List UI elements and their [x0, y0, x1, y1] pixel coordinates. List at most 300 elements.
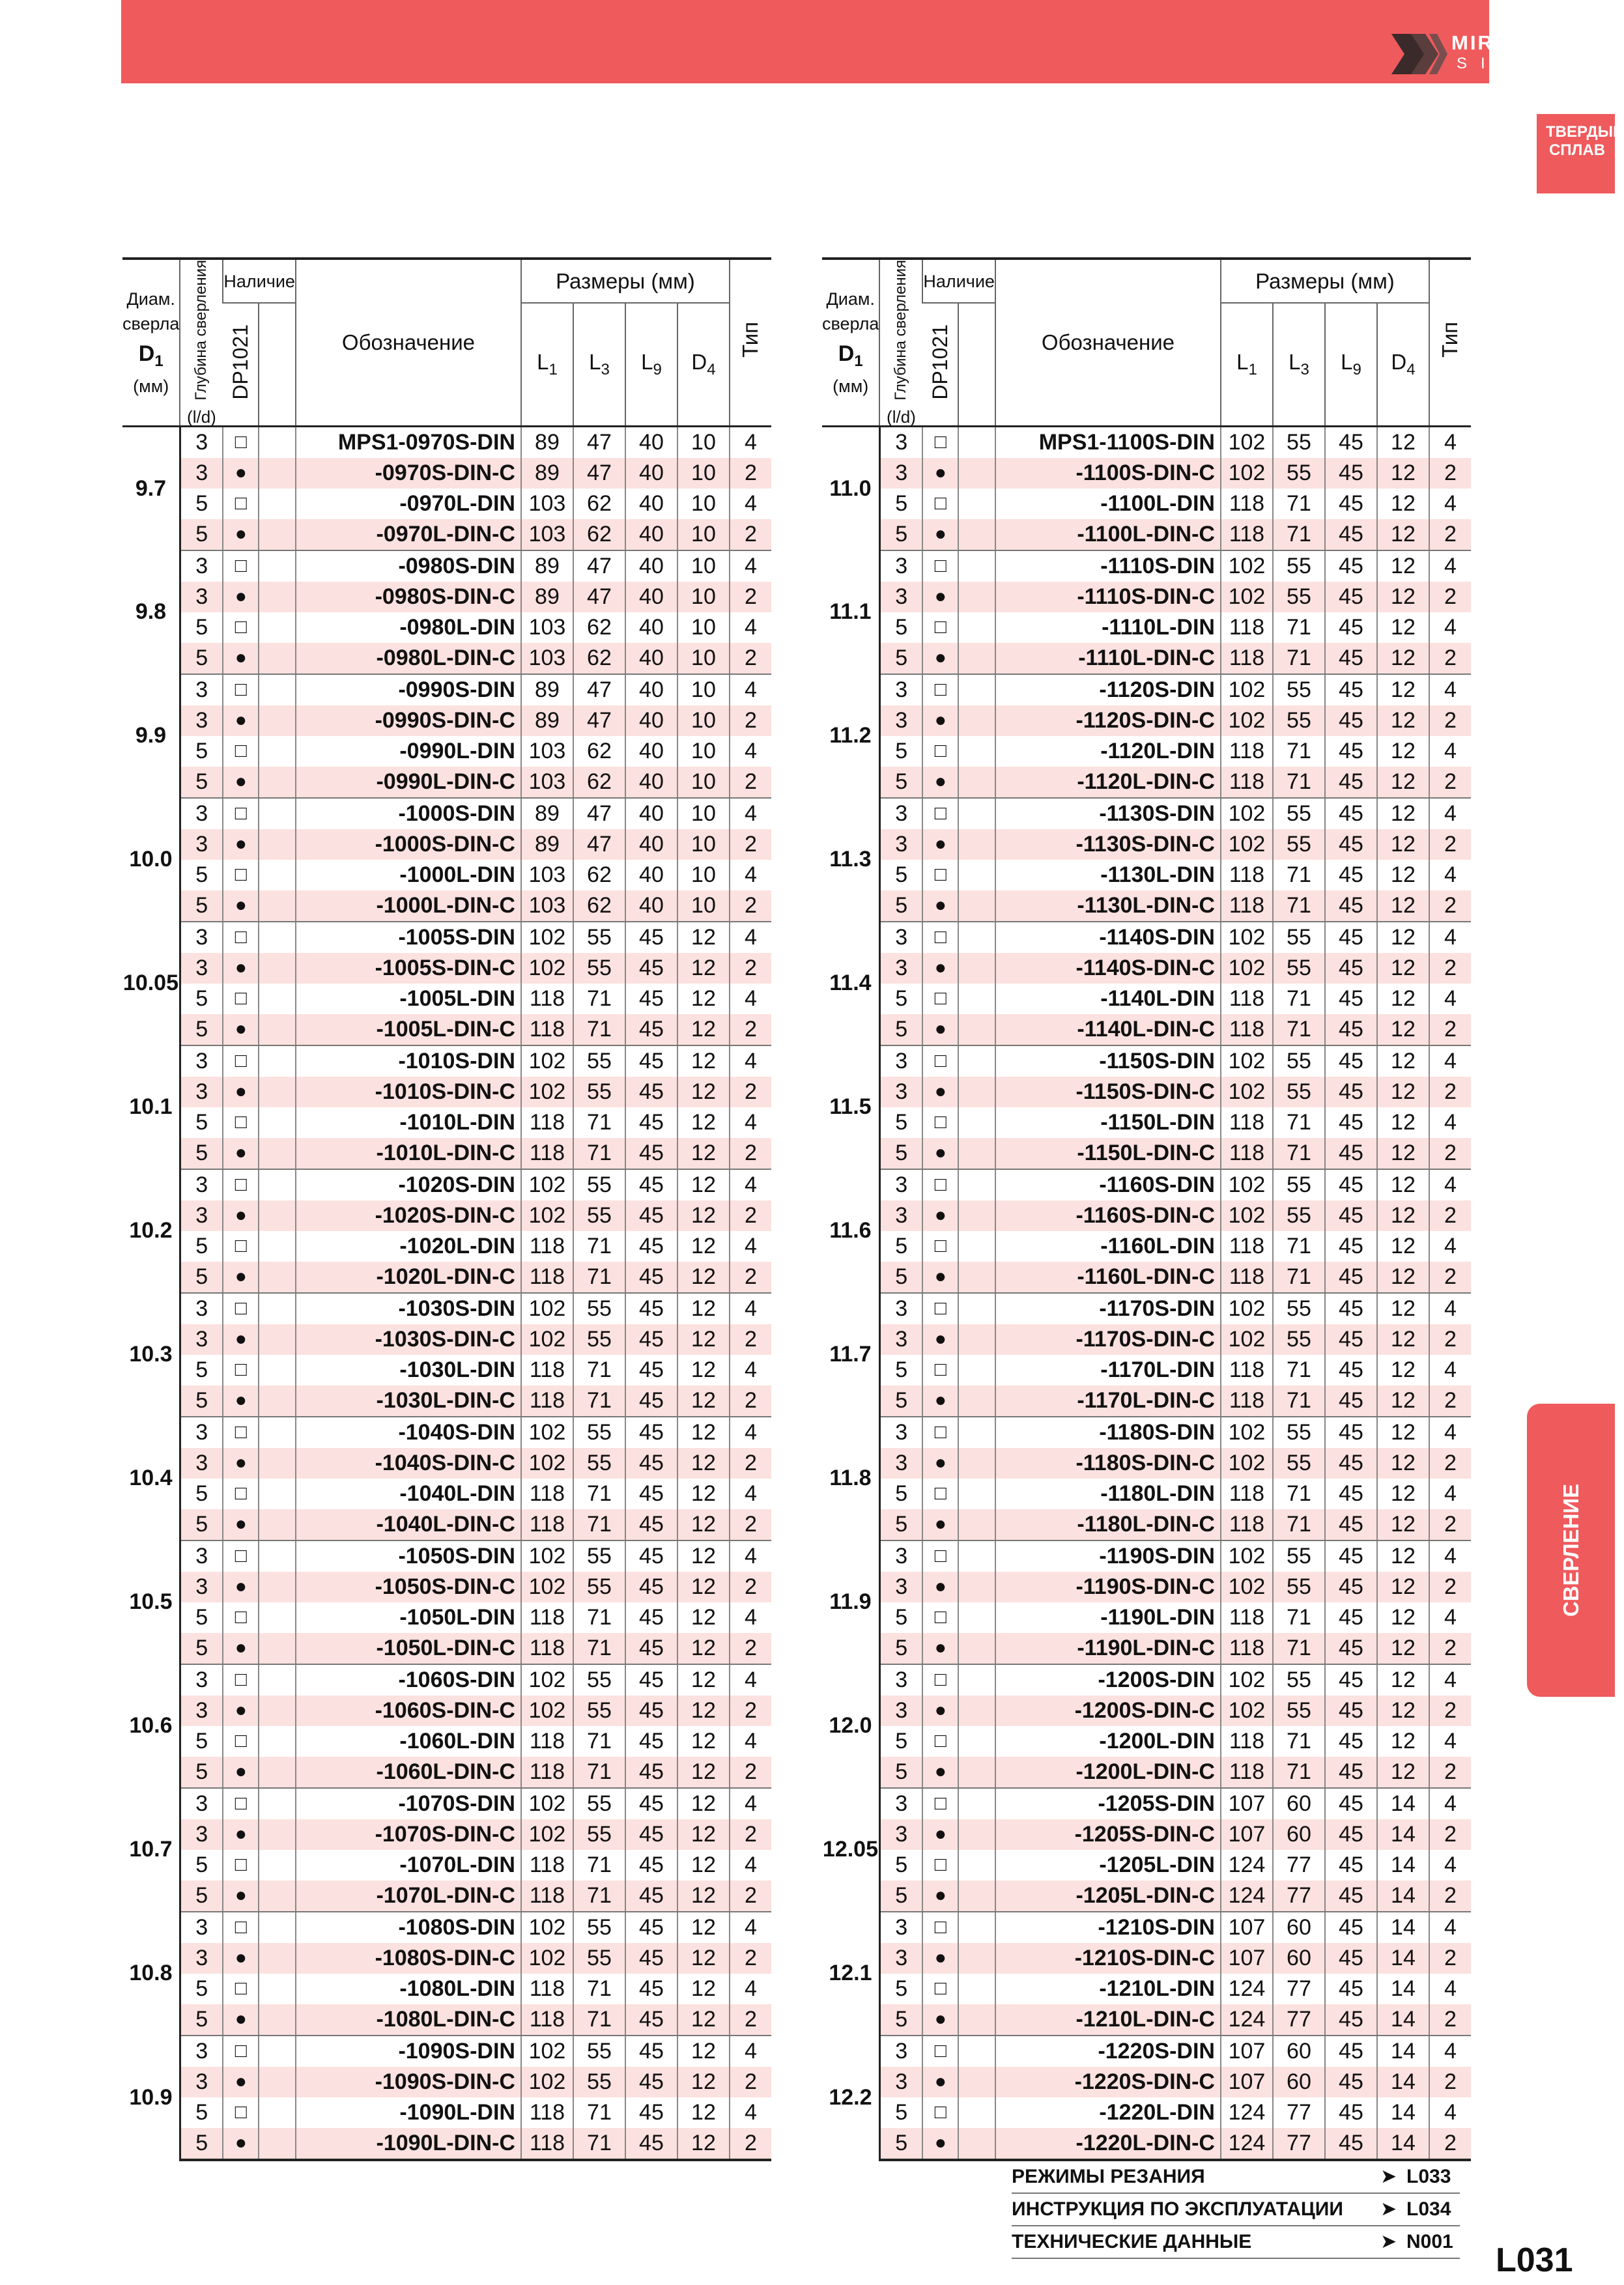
depth-cell: 3	[895, 1048, 908, 1073]
l1-cell: 103	[521, 736, 573, 767]
in-stock-icon: ●	[922, 1696, 958, 1726]
designation-cell: -1205S-DIN-C	[995, 1819, 1221, 1850]
l9-cell: 45	[1325, 1572, 1377, 1602]
header-l9-sub: 9	[653, 361, 662, 379]
d4-cell: 12	[1377, 705, 1429, 736]
depth-cell: 5	[879, 519, 922, 550]
l3-cell: 62	[573, 643, 625, 674]
l1-cell: 118	[1221, 890, 1273, 922]
d4-cell: 14	[1377, 1974, 1429, 2004]
d4-cell: 14	[1377, 1912, 1429, 1943]
designation-cell: -1100S-DIN-C	[995, 458, 1221, 489]
designation-cell: -1030L-DIN	[296, 1355, 521, 1385]
l9-cell: 40	[625, 674, 677, 705]
table-row	[822, 458, 1471, 489]
depth-cell: 5	[895, 614, 908, 640]
l9-cell: 45	[1325, 953, 1377, 984]
type-cell: 2	[730, 1014, 771, 1045]
depth-cell: 3	[180, 2067, 223, 2097]
l1-cell: 103	[521, 489, 573, 519]
depth-cell: 3	[879, 705, 922, 736]
depth-cell: 3	[195, 2038, 208, 2064]
l9-cell: 45	[1325, 1943, 1377, 1974]
type-cell: 4	[1429, 612, 1471, 643]
depth-cell: 5	[895, 1233, 908, 1258]
designation-cell: -1120L-DIN	[995, 736, 1221, 767]
brand-line2: SIGMA	[1457, 55, 1576, 72]
type-cell: 4	[730, 798, 771, 829]
l3-cell: 71	[573, 1355, 625, 1385]
type-cell: 4	[730, 1355, 771, 1385]
type-cell: 4	[730, 1788, 771, 1819]
depth-cell: 3	[195, 1543, 208, 1568]
l3-cell: 71	[1273, 1479, 1325, 1509]
availability-blank-cell	[259, 1696, 296, 1726]
made-to-order-icon: □	[922, 736, 958, 767]
l9-cell: 45	[1325, 1664, 1377, 1696]
table-row	[122, 1014, 771, 1045]
in-stock-icon: ●	[922, 767, 958, 798]
l9-cell: 45	[1325, 1509, 1377, 1540]
type-cell: 2	[730, 643, 771, 674]
made-to-order-icon: □	[223, 489, 259, 519]
depth-cell: 5	[895, 738, 908, 763]
designation-cell: -1040S-DIN	[296, 1417, 521, 1448]
l3-cell: 60	[1273, 1912, 1325, 1943]
header-depth-unit: (l/d)	[187, 406, 216, 427]
type-cell: 2	[1429, 1385, 1471, 1417]
l3-cell: 55	[573, 1448, 625, 1479]
availability-blank-cell	[958, 1974, 995, 2004]
l1-cell: 118	[1221, 1262, 1273, 1293]
d4-cell: 12	[1377, 1077, 1429, 1107]
d4-cell: 12	[1377, 1633, 1429, 1664]
availability-blank-cell	[259, 2067, 296, 2097]
header-type	[1429, 259, 1471, 426]
table-row	[122, 860, 771, 890]
l3-cell: 71	[1273, 890, 1325, 922]
table-row	[122, 2097, 771, 2128]
diameter-cell: 11.0	[822, 426, 879, 550]
l9-cell: 45	[1325, 1696, 1377, 1726]
type-cell: 2	[1429, 1509, 1471, 1540]
depth-cell: 5	[879, 1262, 922, 1293]
depth-cell: 3	[895, 1667, 908, 1692]
ref-technical-data[interactable]	[1012, 2226, 1460, 2259]
made-to-order-icon: □	[223, 1726, 259, 1757]
availability-blank-cell	[259, 1602, 296, 1633]
type-cell: 2	[730, 1696, 771, 1726]
brand-line1: MIRACLE	[1451, 31, 1558, 54]
designation-cell: -0980L-DIN-C	[296, 643, 521, 674]
depth-cell: 5	[195, 986, 208, 1011]
depth-cell: 3	[895, 1914, 908, 1940]
l9-cell: 45	[625, 1572, 677, 1602]
l1-cell: 102	[1221, 1417, 1273, 1448]
l3-cell: 47	[573, 458, 625, 489]
type-cell: 4	[1429, 1355, 1471, 1385]
l9-cell: 45	[1325, 736, 1377, 767]
d4-cell: 12	[677, 1200, 730, 1231]
d4-cell: 12	[677, 953, 730, 984]
designation-cell: -1100L-DIN-C	[995, 519, 1221, 550]
l9-cell: 45	[625, 1231, 677, 1262]
designation-cell: -1020S-DIN	[296, 1169, 521, 1200]
depth-cell: 3	[879, 1077, 922, 1107]
type-cell: 4	[1429, 1540, 1471, 1572]
l1-cell: 102	[1221, 1448, 1273, 1479]
l1-cell: 89	[521, 582, 573, 612]
depth-cell: 3	[895, 2038, 908, 2064]
l3-cell: 55	[1273, 1664, 1325, 1696]
table-row	[822, 1602, 1471, 1633]
made-to-order-icon: □	[223, 1912, 259, 1943]
designation-cell: -1150S-DIN-C	[995, 1077, 1221, 1107]
availability-blank-cell	[259, 705, 296, 736]
l9-cell: 45	[1325, 519, 1377, 550]
l9-cell: 40	[625, 767, 677, 798]
header-l3: $L_3$	[573, 303, 625, 426]
made-to-order-icon: □	[223, 1479, 259, 1509]
l9-cell: 45	[1325, 1726, 1377, 1757]
in-stock-icon: ●	[223, 1385, 259, 1417]
diameter-cell: 9.7	[122, 426, 180, 550]
depth-cell: 3	[180, 829, 223, 860]
l9-cell: 45	[625, 2128, 677, 2160]
l9-cell: 45	[625, 1757, 677, 1788]
l9-cell: 45	[1325, 2004, 1377, 2036]
designation-cell: -1220S-DIN-C	[995, 2067, 1221, 2097]
table-row	[122, 890, 771, 922]
d4-cell: 12	[1377, 860, 1429, 890]
d4-cell: 12	[677, 1912, 730, 1943]
l9-cell: 45	[1325, 705, 1377, 736]
ref-instructions[interactable]	[1012, 2194, 1460, 2226]
l1-cell: 107	[1221, 1943, 1273, 1974]
depth-cell: 5	[879, 1138, 922, 1169]
l1-cell: 102	[521, 1169, 573, 1200]
depth-cell: 5	[895, 1604, 908, 1630]
table-row	[822, 1385, 1471, 1417]
l3-cell: 71	[573, 1509, 625, 1540]
type-cell: 2	[730, 582, 771, 612]
header-grade	[922, 303, 958, 426]
type-cell: 2	[730, 2067, 771, 2097]
designation-cell: -1210L-DIN	[995, 1974, 1221, 2004]
d4-cell: 12	[677, 1819, 730, 1850]
depth-cell: 3	[895, 1419, 908, 1445]
header-diameter	[122, 259, 180, 426]
designation-cell: -1110S-DIN	[995, 550, 1221, 582]
in-stock-icon: ●	[223, 2067, 259, 2097]
l9-cell: 45	[625, 2004, 677, 2036]
made-to-order-icon: □	[223, 1169, 259, 1200]
designation-cell: -1150S-DIN	[995, 1045, 1221, 1077]
made-to-order-icon: □	[922, 2036, 958, 2067]
depth-cell: 3	[180, 1200, 223, 1231]
made-to-order-icon: □	[922, 1850, 958, 1881]
l9-cell: 45	[625, 1540, 677, 1572]
depth-cell: 5	[879, 2004, 922, 2036]
depth-cell: 3	[879, 1200, 922, 1231]
made-to-order-icon: □	[223, 1293, 259, 1324]
depth-cell: 5	[195, 1852, 208, 1877]
designation-cell: -1040L-DIN-C	[296, 1509, 521, 1540]
l3-cell: 77	[1273, 1974, 1325, 2004]
d4-cell: 12	[1377, 1324, 1429, 1355]
in-stock-icon: ●	[223, 1448, 259, 1479]
designation-cell: -1170S-DIN-C	[995, 1324, 1221, 1355]
l1-cell: 89	[521, 550, 573, 582]
ref-cutting-modes[interactable]	[1012, 2159, 1460, 2194]
l9-cell: 40	[625, 582, 677, 612]
ref-page: N001	[1406, 2231, 1453, 2252]
l1-cell: 89	[521, 829, 573, 860]
l3-cell: 47	[573, 705, 625, 736]
d4-cell: 12	[677, 1169, 730, 1200]
table-row	[122, 1696, 771, 1726]
l9-cell: 40	[625, 705, 677, 736]
availability-blank-cell	[958, 1943, 995, 1974]
l3-cell: 55	[573, 1169, 625, 1200]
l3-cell: 55	[573, 1696, 625, 1726]
type-cell: 2	[1429, 2004, 1471, 2036]
type-cell: 2	[730, 1572, 771, 1602]
designation-cell: -0980S-DIN	[296, 550, 521, 582]
l1-cell: 118	[521, 984, 573, 1014]
header-availability-blank	[958, 303, 995, 426]
table-row	[822, 953, 1471, 984]
l3-cell: 55	[1273, 922, 1325, 953]
d4-cell: 12	[1377, 1231, 1429, 1262]
d4-cell: 12	[1377, 1448, 1429, 1479]
table-row	[822, 2036, 1471, 2067]
type-cell: 4	[730, 1726, 771, 1757]
l3-cell: 71	[573, 1633, 625, 1664]
in-stock-icon: ●	[922, 2004, 958, 2036]
type-cell: 4	[730, 860, 771, 890]
depth-cell: 3	[895, 1172, 908, 1197]
d4-cell: 10	[677, 550, 730, 582]
depth-cell: 5	[180, 890, 223, 922]
designation-cell: -1050S-DIN-C	[296, 1572, 521, 1602]
l3-cell: 62	[573, 519, 625, 550]
d4-cell: 12	[677, 1014, 730, 1045]
availability-blank-cell	[958, 489, 995, 519]
l1-cell: 118	[521, 2004, 573, 2036]
d4-cell: 12	[1377, 550, 1429, 582]
d4-cell: 14	[1377, 1850, 1429, 1881]
table-row	[822, 489, 1471, 519]
table-row	[122, 458, 771, 489]
header-diameter-sub: 1	[154, 352, 164, 370]
d4-cell: 12	[677, 1385, 730, 1417]
l9-cell: 40	[625, 426, 677, 458]
table-row	[822, 1200, 1471, 1231]
designation-cell: MPS1-1100S-DIN	[995, 426, 1221, 458]
type-cell: 2	[730, 1385, 771, 1417]
l3-cell: 71	[1273, 1231, 1325, 1262]
type-cell: 2	[1429, 1324, 1471, 1355]
type-cell: 4	[730, 1293, 771, 1324]
type-cell: 4	[1429, 860, 1471, 890]
depth-cell: 3	[895, 801, 908, 826]
l3-cell: 55	[1273, 1448, 1325, 1479]
l9-cell: 45	[1325, 2036, 1377, 2067]
l3-cell: 60	[1273, 2067, 1325, 2097]
in-stock-icon: ●	[223, 890, 259, 922]
header-diameter-line2: сверла	[122, 313, 180, 334]
depth-cell: 5	[180, 767, 223, 798]
depth-cell: 5	[180, 1262, 223, 1293]
type-cell: 4	[730, 1045, 771, 1077]
l3-cell: 71	[1273, 860, 1325, 890]
type-cell: 2	[730, 1757, 771, 1788]
diameter-cell: 9.8	[122, 550, 180, 674]
availability-blank-cell	[259, 612, 296, 643]
depth-cell: 5	[180, 1014, 223, 1045]
availability-blank-cell	[259, 1757, 296, 1788]
in-stock-icon: ●	[223, 582, 259, 612]
table-row	[822, 519, 1471, 550]
type-cell: 2	[1429, 1633, 1471, 1664]
d4-cell: 12	[1377, 767, 1429, 798]
l1-cell: 124	[1221, 1850, 1273, 1881]
l9-cell: 45	[1325, 1293, 1377, 1324]
type-cell: 2	[1429, 1757, 1471, 1788]
depth-cell: 5	[180, 2128, 223, 2160]
type-cell: 4	[1429, 489, 1471, 519]
table-row	[822, 922, 1471, 953]
d4-cell: 12	[1377, 1602, 1429, 1633]
diameter-cell: 11.8	[822, 1417, 879, 1540]
depth-cell: 3	[879, 2067, 922, 2097]
d4-cell: 14	[1377, 2067, 1429, 2097]
table-row	[122, 1417, 771, 1448]
d4-cell: 12	[1377, 612, 1429, 643]
category-tab-carbide[interactable]: ТВЕРДЫЙ СПЛАВ	[1537, 114, 1615, 193]
page-number: L031	[1496, 2241, 1573, 2279]
l3-cell: 71	[573, 1602, 625, 1633]
l1-cell: 102	[521, 1417, 573, 1448]
d4-cell: 12	[677, 1077, 730, 1107]
depth-cell: 3	[879, 1819, 922, 1850]
header-l1: $L_1$	[1221, 303, 1273, 426]
made-to-order-icon: □	[922, 1169, 958, 1200]
table-row	[822, 1262, 1471, 1293]
table-row	[822, 1077, 1471, 1107]
header-d4-sub: 4	[707, 361, 716, 379]
table-row	[122, 582, 771, 612]
diameter-cell: 11.2	[822, 674, 879, 798]
designation-cell: -0990S-DIN-C	[296, 705, 521, 736]
d4-cell: 12	[1377, 643, 1429, 674]
made-to-order-icon: □	[223, 1417, 259, 1448]
in-stock-icon: ●	[223, 1138, 259, 1169]
l3-cell: 71	[573, 1850, 625, 1881]
depth-cell: 5	[879, 2128, 922, 2160]
l1-cell: 118	[1221, 1509, 1273, 1540]
l9-cell: 40	[625, 829, 677, 860]
type-cell: 4	[1429, 1788, 1471, 1819]
l3-cell: 77	[1273, 1850, 1325, 1881]
availability-blank-cell	[259, 1819, 296, 1850]
availability-blank-cell	[259, 1943, 296, 1974]
l1-cell: 118	[1221, 1355, 1273, 1385]
type-cell: 2	[730, 767, 771, 798]
l1-cell: 118	[521, 1479, 573, 1509]
category-tab-drilling[interactable]	[1527, 1404, 1615, 1697]
type-cell: 4	[1429, 1912, 1471, 1943]
l9-cell: 45	[1325, 2128, 1377, 2160]
availability-blank-cell	[958, 612, 995, 643]
depth-cell: 5	[195, 490, 208, 516]
l3-cell: 47	[573, 798, 625, 829]
l3-cell: 55	[1273, 674, 1325, 705]
availability-blank-cell	[958, 1077, 995, 1107]
table-row	[122, 1355, 771, 1385]
l1-cell: 102	[521, 953, 573, 984]
table-row	[122, 1107, 771, 1138]
table-row	[122, 2004, 771, 2036]
designation-cell: -0980S-DIN-C	[296, 582, 521, 612]
availability-blank-cell	[958, 1293, 995, 1324]
depth-cell: 5	[895, 1852, 908, 1877]
designation-cell: -1000S-DIN	[296, 798, 521, 829]
depth-cell: 3	[180, 1696, 223, 1726]
l3-cell: 71	[1273, 767, 1325, 798]
in-stock-icon: ●	[223, 1819, 259, 1850]
l3-cell: 55	[573, 953, 625, 984]
l1-cell: 102	[1221, 1696, 1273, 1726]
l9-cell: 45	[625, 1262, 677, 1293]
header-depth-unit: (l/d)	[887, 406, 916, 427]
l1-cell: 102	[1221, 458, 1273, 489]
l9-cell: 45	[1325, 860, 1377, 890]
depth-cell: 3	[895, 429, 908, 455]
designation-cell: -1060S-DIN	[296, 1664, 521, 1696]
made-to-order-icon: □	[223, 1664, 259, 1696]
type-cell: 2	[730, 1138, 771, 1169]
availability-blank-cell	[958, 2004, 995, 2036]
in-stock-icon: ●	[223, 1696, 259, 1726]
type-cell: 4	[1429, 1726, 1471, 1757]
availability-blank-cell	[958, 1633, 995, 1664]
l1-cell: 118	[521, 1633, 573, 1664]
designation-cell: -1020L-DIN-C	[296, 1262, 521, 1293]
l1-cell: 102	[1221, 829, 1273, 860]
l9-cell: 45	[1325, 1077, 1377, 1107]
type-cell: 4	[730, 1169, 771, 1200]
l1-cell: 118	[521, 2128, 573, 2160]
in-stock-icon: ●	[922, 1509, 958, 1540]
type-cell: 2	[1429, 1572, 1471, 1602]
depth-cell: 3	[195, 1419, 208, 1445]
table-row	[822, 829, 1471, 860]
header-designation: Обозначение	[296, 259, 521, 426]
type-cell: 4	[1429, 2097, 1471, 2128]
designation-cell: -1010S-DIN	[296, 1045, 521, 1077]
type-cell: 4	[1429, 550, 1471, 582]
designation-cell: -1205L-DIN-C	[995, 1881, 1221, 1912]
l3-cell: 55	[1273, 426, 1325, 458]
l1-cell: 118	[1221, 1385, 1273, 1417]
made-to-order-icon: □	[223, 736, 259, 767]
l9-cell: 45	[1325, 1788, 1377, 1819]
header-depth-label: Глубина сверления	[192, 260, 210, 401]
table-row	[822, 1231, 1471, 1262]
table-row	[122, 1633, 771, 1664]
